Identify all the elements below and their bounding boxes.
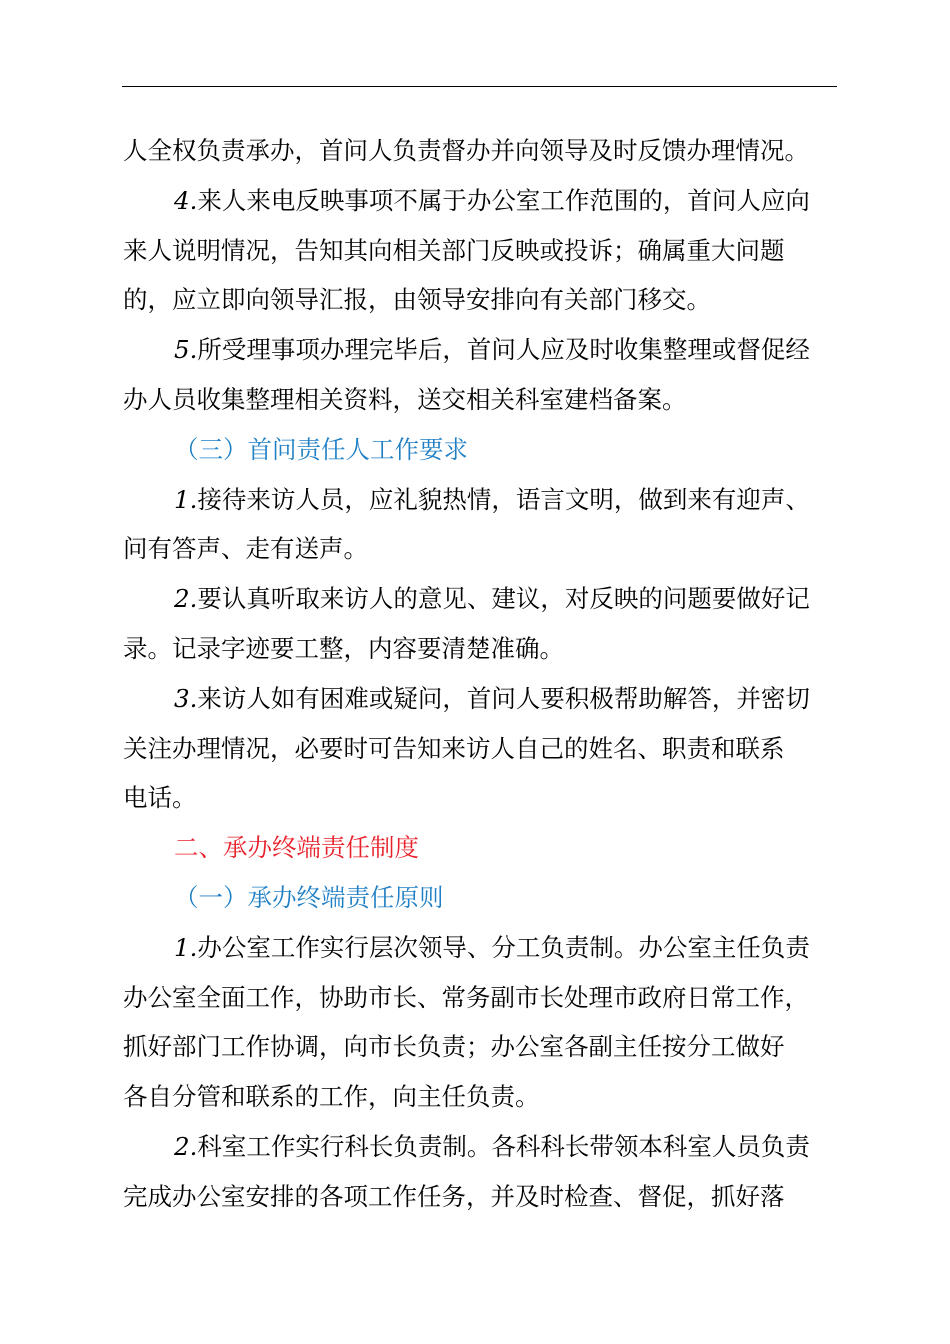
paragraph-line: 来人说明情况，告知其向相关部门反映或投诉；确属重大问题 bbox=[123, 235, 785, 265]
paragraph-line: 抓好部门工作协调，向市长负责；办公室各副主任按分工做好 bbox=[123, 1032, 785, 1062]
paragraph-line: 的，应立即向领导汇报，由领导安排向有关部门移交。 bbox=[123, 285, 711, 315]
item-number: 5. bbox=[174, 335, 198, 365]
section-heading-2: 二、承办终端责任制度 bbox=[174, 833, 419, 863]
paragraph-line: 关注办理情况，必要时可告知来访人自己的姓名、职责和联系 bbox=[123, 733, 785, 763]
paragraph-line: 问有答声、走有送声。 bbox=[123, 534, 368, 564]
paragraph-line: 电话。 bbox=[123, 783, 197, 813]
list-item-5 bbox=[123, 325, 839, 375]
item-text: 来人来电反映事项不属于办公室工作范围的，首问人应向 bbox=[197, 185, 810, 215]
paragraph-line: 人全权负责承办，首问人负责督办并向领导及时反馈办理情况。 bbox=[123, 136, 809, 165]
list-item-2 bbox=[123, 574, 839, 624]
item-number: 2. bbox=[174, 1131, 198, 1161]
list-item-2 bbox=[123, 1122, 839, 1172]
list-item-3 bbox=[123, 674, 839, 724]
list-item-4 bbox=[123, 176, 839, 226]
item-number: 1. bbox=[174, 484, 198, 514]
item-number: 4. bbox=[174, 185, 198, 215]
item-text: 要认真听取来访人的意见、建议，对反映的问题要做好记 bbox=[197, 584, 810, 614]
item-text: 来访人如有困难或疑问，首问人要积极帮助解答，并密切 bbox=[197, 683, 810, 713]
item-text: 所受理事项办理完毕后，首问人应及时收集整理或督促经 bbox=[197, 335, 810, 365]
paragraph-line: 办人员收集整理相关资料，送交相关科室建档备案。 bbox=[123, 384, 687, 414]
item-number: 2. bbox=[174, 584, 198, 614]
item-text: 办公室工作实行层次领导、分工负责制。办公室主任负责 bbox=[197, 932, 810, 962]
paragraph-line: 完成办公室安排的各项工作任务，并及时检查、督促，抓好落 bbox=[123, 1181, 785, 1211]
header-rule bbox=[122, 86, 837, 87]
paragraph-line: 录。记录字迹要工整，内容要清楚准确。 bbox=[123, 633, 564, 663]
document-body bbox=[123, 126, 839, 1222]
item-number: 1. bbox=[174, 932, 198, 962]
subheading-3: （三）首问责任人工作要求 bbox=[174, 434, 468, 464]
paragraph-line: 各自分管和联系的工作，向主任负责。 bbox=[123, 1082, 540, 1112]
item-number: 3. bbox=[174, 683, 198, 713]
list-item-1 bbox=[123, 923, 839, 973]
item-text: 科室工作实行科长负责制。各科科长带领本科室人员负责 bbox=[197, 1131, 810, 1161]
list-item-1 bbox=[123, 475, 839, 525]
paragraph-line: 办公室全面工作，协助市长、常务副市长处理市政府日常工作， bbox=[123, 982, 809, 1012]
subheading-1: （一）承办终端责任原则 bbox=[174, 882, 444, 912]
item-text: 接待来访人员，应礼貌热情，语言文明，做到来有迎声、 bbox=[197, 484, 810, 514]
